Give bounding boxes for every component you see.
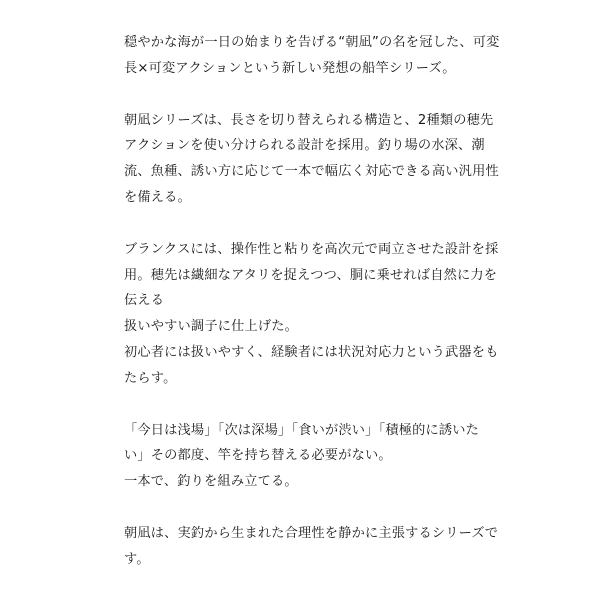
usage-paragraph xyxy=(124,418,510,495)
text-line: ブランクスには、操作性と粘りを高次元で両立させた設計を採 xyxy=(124,241,499,257)
text-line: 朝凪は、実釣から生まれた合理性を静かに主張するシリーズで xyxy=(124,525,499,541)
text-line: い」その都度、竿を持ち替える必要がない。 xyxy=(124,448,392,464)
text-line: 初心者には扱いやすく、経験者には状況対応力という武器をも xyxy=(124,344,499,360)
text-line: す。 xyxy=(124,551,150,567)
text-line: 穏やかな海が一日の始まりを告げる“朝凪”の名を冠した、可変 xyxy=(124,35,500,50)
text-line: たらす。 xyxy=(124,370,177,386)
text-line: 扱いやすい調子に仕上げた。 xyxy=(124,319,299,335)
structure-paragraph xyxy=(124,108,510,211)
intro-paragraph xyxy=(124,30,510,82)
text-line: 長×可変アクションという新しい発想の船竿シリーズ。 xyxy=(124,60,456,76)
text-line: アクションを使い分けられる設計を採用。釣り場の水深、潮 xyxy=(124,138,485,154)
text-line: 流、魚種、誘い方に応じて一本で幅広く対応できる高い汎用性 xyxy=(124,164,499,180)
text-line: を備える。 xyxy=(124,189,191,205)
text-line: 朝凪シリーズは、長さを切り替えられる構造と、2種類の穂先 xyxy=(124,112,494,128)
text-line: 用。穂先は繊細なアタリを捉えつつ、胴に乗せれば自然に力を xyxy=(124,267,498,283)
closing-paragraph xyxy=(124,521,510,573)
text-line: 「今日は浅場」「次は深場」「食いが渋い」「積極的に誘いた xyxy=(124,422,480,438)
text-line: 一本で、釣りを組み立てる。 xyxy=(124,474,298,490)
text-line: 伝える xyxy=(124,293,165,309)
blanks-paragraph xyxy=(124,237,510,392)
